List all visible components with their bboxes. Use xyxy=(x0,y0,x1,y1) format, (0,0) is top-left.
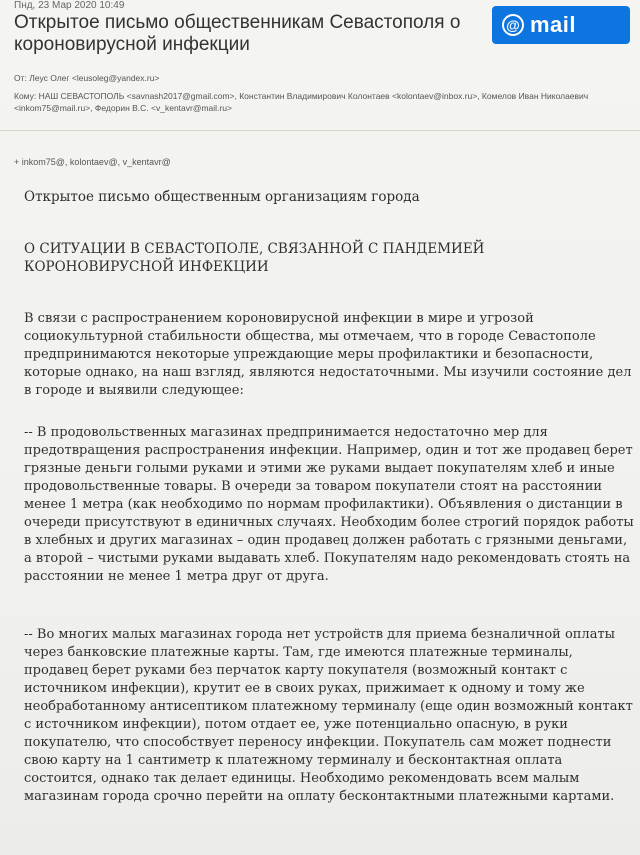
letter-body xyxy=(24,188,636,830)
mail-logo-word: mail xyxy=(530,12,577,37)
email-to: Кому: НАШ СЕВАСТОПОЛЬ <savnash2017@gmail.com>, Константин Владимирович Колонтаев <kolontaev@inbox.ru>, Комелов Иван Николаевич <inkom75@mail.ru>, Федорин В.С. <v_kentavr@mail.ru> xyxy=(14,91,589,113)
letter-paragraph: -- Во многих малых магазинах города нет устройств для приема безналичной оплаты через банковские платежные карты. Там, где имеются платежные терминалы, продавец берет руками без перчаток карту покупателя (возможный контакт с источником инфекции), крутит ее в своих руках, прижимает к одному и тому же необработанному антисептиком платежному терминалу (еще один возможный контакт с источником инфекции), потом отдает ее, уже потенциально опасную, в руки покупателю, что способствует переносу инфекции. Покупатель сам может поднести свою карту на 1 сантиметр к платежному терминалу и бесконтактная оплата состоится, однако так делает единицы. Необходимо рекомендовать всем малым магазинам города срочно перейти на оплату бесконтактными платежными картами. xyxy=(24,627,633,804)
letter-paragraph: В связи с распространением короновирусной инфекции в мире и угрозой социокультурной стабильности общества, мы отмечаем, что в городе Севастополе предпринимаются некоторые упреждающие меры профилактики и безопасности, которые однако, на наш взгляд, являются недостаточными. Мы изучили состояние дел в городе и выявили следующее: xyxy=(24,311,632,398)
recipients-summary: + inkom75@, kolontaev@, v_kentavr@ xyxy=(14,157,171,167)
letter-heading: О СИТУАЦИИ В СЕВАСТОПОЛЕ, СВЯЗАННОЙ С ПАНДЕМИЕЙ КОРОНОВИРУСНОЙ ИНФЕКЦИИ xyxy=(24,241,485,275)
letter-title: Открытое письмо общественным организациям города xyxy=(24,189,420,205)
email-from: От: Леус Олег <leusoleg@yandex.ru> xyxy=(14,73,160,83)
letter-paragraph: -- В продовольственных магазинах предпринимается недостаточно мер для предотвращения распространения инфекции. Например, один и тот же продавец берет грязные деньги голыми руками и этими же руками выдает покупателям хлеб и иные продовольственные товары. В очереди за товаром покупатели стоят на расстоянии менее 1 метра (как необходимо по нормам профилактики). Объявления о дистанции в очереди присутствуют в единичных случаях. Необходим более строгий порядок работы в хлебных и других магазинах – один продавец должен работать с грязными деньгами, а второй – чистыми руками выдавать хлеб. Покупателям надо рекомендовать стоять на расстоянии не менее 1 метра друг от друга. xyxy=(24,425,634,584)
email-subject: Открытое письмо общественникам Севастополя о короновирусной инфекции xyxy=(14,12,461,55)
header-divider xyxy=(0,130,640,131)
mail-logo xyxy=(492,6,630,44)
email-header xyxy=(0,0,640,160)
at-sign-icon: @ xyxy=(502,14,524,36)
email-date: Пнд, 23 Мар 2020 10:49 xyxy=(14,0,125,11)
